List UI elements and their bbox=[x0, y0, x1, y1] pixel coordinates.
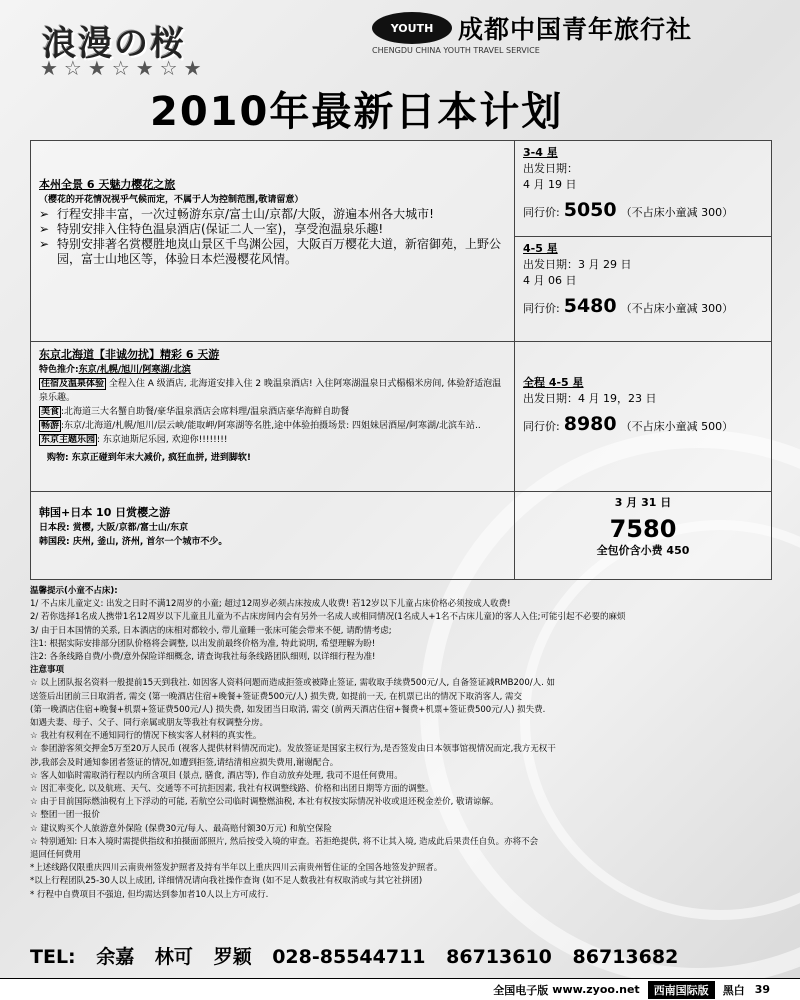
depart-dates: 3 月 31 日 bbox=[614, 496, 672, 509]
price-value: 5480 bbox=[563, 295, 617, 317]
page-footer bbox=[0, 978, 800, 1000]
footer-section: 西南国际版 bbox=[648, 981, 715, 999]
tel-label: TEL: bbox=[30, 946, 76, 968]
footer-color: 黑白 bbox=[722, 983, 745, 997]
company-subtitle: CHENGDU CHINA YOUTH TRAVEL SERVICE bbox=[372, 46, 540, 55]
note-line: * 行程中自费项目不强迫, 但均需达到参加者10人以上方可成行. bbox=[30, 889, 269, 900]
price-option bbox=[515, 141, 771, 237]
contact-name: 余嘉 bbox=[96, 946, 135, 968]
price-value: 7580 bbox=[609, 515, 677, 543]
phone-number: 028-85544711 bbox=[272, 946, 426, 968]
depart-dates: 4 月 19，23 日 bbox=[578, 392, 657, 405]
note-line: 2/ 若你选择1名成人携带1名12周岁以下儿童且儿童为不占床房间内会有另外一名成人或相同情况(1名成人+1名不占床儿童)的客人入住;可能引起不必要的麻烦 bbox=[30, 612, 626, 623]
tour-table bbox=[30, 140, 772, 580]
note-line: ☆ 我社有权利在不通知同行的情况下核实客人材料的真实性。 bbox=[30, 731, 262, 742]
depart-dates: 3 月 29 日 bbox=[578, 258, 632, 271]
child-discount: （不占床小童减 500） bbox=[620, 420, 734, 433]
note-line: (第一晚酒店住宿+晚餐+机票+签证费500元/人) 损失费, 如发团当日取消, 需交 (前两天酒店住宿+餐费+机票+签证费500元/人) 损失费. bbox=[30, 704, 546, 715]
note-line: *以上行程团队25-30人以上成团, 详细情况请向我社操作查询 (如不足人数我社有权取消或与其它社拼团) bbox=[30, 876, 423, 887]
list-item: ➢ 特别安排著名赏樱胜地岚山景区千鸟渊公园，大阪百万樱花大道，新宿御苑，上野公园，富士山地区等，体验日本烂漫樱花风情。 bbox=[39, 237, 502, 266]
note-line: 1/ 不占床儿童定义: 出发之日时不满12周岁的小童; 超过12周岁必须占床按成人收费! 若12岁以下儿童占床价格必须按成人收费! bbox=[30, 599, 511, 610]
hotel-label: 住宿及温泉体验 bbox=[41, 379, 105, 389]
depart-label: 出发日期： bbox=[523, 162, 578, 175]
tour-title: 东京北海道【非诚勿扰】精彩 6 天游 bbox=[39, 348, 220, 361]
depart-dates: 4 月 06 日 bbox=[523, 274, 577, 287]
phone-number: 86713610 bbox=[446, 946, 552, 968]
note-line: 涉,我部会及时通知参团者签证的情况,如遭到拒签,请结清相应损失费用,谢谢配合。 bbox=[30, 757, 339, 768]
note-line: ☆ 因汇率变化, 以及航班、天气、交通等不可抗拒因素, 我社有权调整线路、价格和出团日期等方面的调整。 bbox=[30, 784, 434, 795]
list-item: ➢ 行程安排丰富，一次过畅游东京/富士山/京都/大阪，游遍本州各大城市! bbox=[39, 207, 434, 221]
sightseeing-label: 畅游 bbox=[41, 421, 60, 431]
note-line: *上述线路仅限重庆四川云南贵州签发护照者及持有半年以上重庆四川云南贵州暂住证的全国各地签发护照者。 bbox=[30, 863, 443, 874]
depart-dates: 4 月 19 日 bbox=[523, 178, 577, 191]
tour-japan-leg: 日本段: 赏樱, 大阪/京都/富士山/东京 bbox=[39, 523, 189, 533]
depart-label: 出发日期： bbox=[523, 392, 578, 405]
bullet-icon: ➢ bbox=[39, 222, 50, 236]
company-emblem-icon: YOUTH bbox=[372, 12, 452, 44]
bullet-icon: ➢ bbox=[39, 237, 50, 251]
tour-title: 本州全景 6 天魅力樱花之旅 bbox=[39, 178, 176, 191]
note-line: 注2: 各条线路自费/小费/意外保险详细概念, 请查询我社每条线路团队细则, 以详细行程为准! bbox=[30, 652, 376, 663]
price-line: 同行价: 5480 （不占床小童减 300） bbox=[523, 295, 734, 317]
note-line: ☆ 整团一团一报价 bbox=[30, 810, 100, 821]
price-value: 5050 bbox=[563, 199, 617, 221]
contact-name: 林可 bbox=[154, 946, 193, 968]
price-note: 全包价含小费 450 bbox=[596, 544, 690, 557]
note-line: 送签后出团前三日取消者, 需交 (第一晚酒店住宿+晚餐+签证费500元/人) 损失费, 如提前一天, 在机票已出的情况下取消客人, 需交 bbox=[30, 691, 522, 702]
note-line: ☆ 由于目前国际燃油税有上下浮动的可能, 若航空公司临时调整燃油税, 本社有权按实际情况补收或退还税金差价, 敬请谅解。 bbox=[30, 797, 499, 808]
note-line: ☆ 以上团队报名资料一般提前15天到我社. 如因客人资料问题而造成拒签或被降止签证, 需收取手续费500元/人, 自备签证减RMB200/人. 如 bbox=[30, 678, 556, 689]
hotel-grade: 全程 4-5 星 bbox=[523, 376, 584, 389]
child-discount: （不占床小童减 300） bbox=[620, 302, 734, 315]
tour-row-korea-japan bbox=[31, 491, 771, 579]
hotel-grade: 3-4 星 bbox=[523, 146, 558, 159]
depart-label: 出发日期： bbox=[523, 258, 578, 271]
footer-site-link[interactable]: www.zyoo.net bbox=[552, 983, 640, 996]
food-label: 美食 bbox=[41, 407, 60, 417]
tour-description bbox=[31, 491, 515, 579]
company-header bbox=[372, 10, 692, 46]
tour-korea-leg: 韩国段: 庆州, 釜山, 济州, 首尔一个城市不少。 bbox=[39, 537, 228, 547]
price-option bbox=[515, 491, 771, 563]
stars-icon: ★☆★☆★☆★ bbox=[40, 56, 208, 80]
logo-text: 浪漫の桜 bbox=[42, 24, 186, 64]
tour-title: 韩国+日本 10 日赏樱之游 bbox=[39, 506, 171, 519]
notes-heading: 温馨提示(小童不占床): bbox=[30, 586, 118, 596]
tour-description: 东京北海道【非诚勿扰】精彩 6 天游 特色推介:东京/札幌/旭川/阿寒湖/北滨 住宿及温泉体验 全程入住 A 级酒店, 北海道安排入住 2 晚温泉酒店! 入住阿寒湖温泉日式榻榻米房间, 体验舒适泡温泉乐趣。 美食 :北海道三大名蟹自助餐/豪华温泉酒店会席料理/温泉酒店豪华海鲜自助餐 畅游 :东京/北海道/札幌/旭川/层云峡/能取岬/阿寒湖等名胜,途中体验拍摄场景: 四姐妹居酒屋/阿寒湖/北滨车站.. 东京主题乐园 : 东京迪斯尼乐园, 欢迎你!!!!!!!! 购物: 东京正碰到年末大减价, 疯狂血拼, 进到脚软! bbox=[31, 341, 515, 491]
price-value: 8980 bbox=[563, 413, 617, 435]
price-option bbox=[515, 237, 771, 341]
tour-row-hokkaido bbox=[31, 341, 771, 492]
notes-section bbox=[30, 585, 770, 902]
page-number: 39 bbox=[754, 983, 770, 996]
list-item: ➢ 特别安排入住特色温泉酒店(保证二人一室)，享受泡温泉乐趣! bbox=[39, 222, 384, 236]
contact-line bbox=[30, 942, 770, 969]
note-line: ☆ 客人如临时需取消行程以内所含项目 (景点, 膳食, 酒店等), 作自动放弃处理, 我司不退任何费用。 bbox=[30, 770, 403, 781]
park-label: 东京主题乐园 bbox=[41, 435, 96, 445]
footer-edition: 全国电子版 bbox=[493, 983, 549, 997]
tour-row-honshu bbox=[31, 141, 771, 342]
contact-name: 罗颖 bbox=[213, 946, 252, 968]
note-line: ☆ 特别通知: 日本入境时需提供指纹和拍摄面部照片, 然后按受入境的审查。若拒绝提供, 将不让其入境, 造成此后果责任自负。亦将不会 bbox=[30, 836, 539, 847]
price-line: 同行价: 8980 （不占床小童减 500） bbox=[523, 413, 734, 435]
phone-number: 86713682 bbox=[572, 946, 679, 968]
notes-heading: 注意事项 bbox=[30, 665, 65, 676]
note-line: 注1: 根据实际安排部分团队价格将会调整, 以出发前最终价格为准, 特此说明, 希望理解为盼! bbox=[30, 638, 376, 649]
note-line: 3/ 由于日本国情的关系, 日本酒店的床相对都较小, 带儿童睡一张床可能会带来不便, 请酌情考虑; bbox=[30, 625, 392, 636]
page-title: 2010年最新日本计划 bbox=[150, 89, 564, 135]
note-line: 退回任何费用 bbox=[30, 850, 82, 861]
note-line: ☆ 参团游客须交押金5万至20万人民币 (视客人提供材料情况而定)。发放签证是国家主权行为,是否签发由日本领事馆视情况而定,我方无权干 bbox=[30, 744, 556, 755]
bullet-icon: ➢ bbox=[39, 207, 50, 221]
note-line: ☆ 建议购买个人旅游意外保险 (保费30元/每人、最高赔付额30万元) 和航空保险 bbox=[30, 823, 332, 834]
company-name: 成都中国青年旅行社 bbox=[458, 15, 693, 44]
tour-note: （樱花的开花情况视乎气候而定，不属于人为控制范围,敬请留意） bbox=[39, 195, 304, 205]
tour-description bbox=[31, 141, 515, 341]
price-line: 同行价: 5050 （不占床小童减 300） bbox=[523, 199, 734, 221]
shopping-note: 购物: 东京正碰到年末大减价, 疯狂血拼, 进到脚软! bbox=[47, 453, 251, 463]
hotel-grade: 4-5 星 bbox=[523, 242, 558, 255]
child-discount: （不占床小童减 300） bbox=[620, 206, 734, 219]
tour-route: 东京/札幌/旭川/阿寒湖/北滨 bbox=[78, 365, 191, 375]
note-line: 如遇夫妻、母子、父子、同行亲属或朋友等我社有权调整分房。 bbox=[30, 718, 269, 729]
price-option bbox=[515, 341, 771, 439]
